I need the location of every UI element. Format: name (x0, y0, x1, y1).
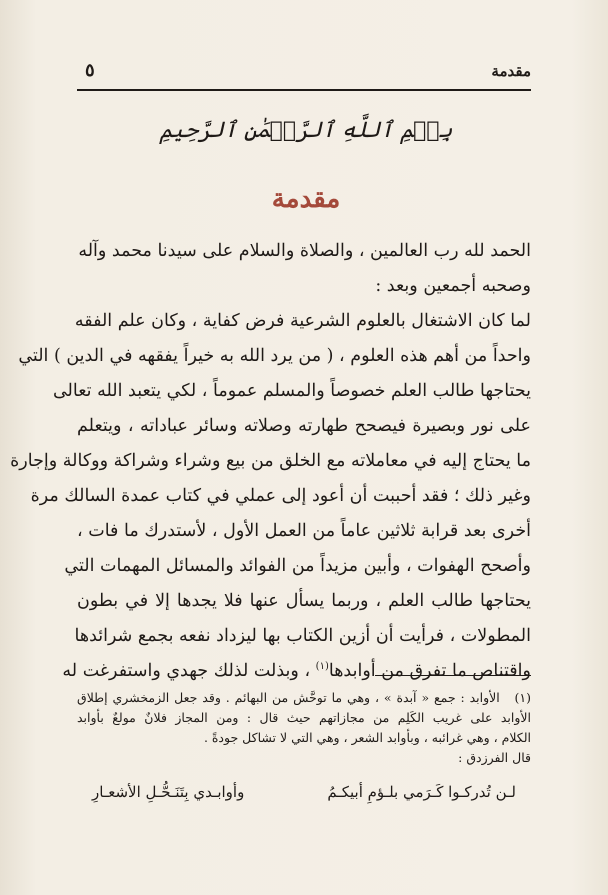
footnote-reference: (١) (315, 661, 329, 673)
footnote-text: الأوابد : جمع « آبدة » ، وهي ما توحَّش من البهائم . وقد جعل الزمخشري إطلاق (77, 690, 500, 705)
footnote-line: قال الفرزدق : (458, 750, 531, 765)
text-line: وغير ذلك ؛ فقد أحببت أن أعود إلى عملي في كتاب عمدة السالك مرة (30, 486, 531, 506)
poetry-verse (92, 783, 516, 813)
text-line: يحتاجها طالب العلم ، وربما يسأل عنها فلا يجدها إلا في بطون (77, 591, 531, 611)
footnote-number: (١) (514, 690, 532, 705)
text-segment: ، وبذلت لذلك جهدي واستفرغت له (62, 661, 311, 681)
text-line: يحتاجها طالب العلم خصوصاً والمسلم عموماً ، لكي يتعبد الله تعالى (52, 381, 531, 401)
text-line (62, 654, 531, 689)
footnote-line: الأوابد على غريب الكَلِم من مجازاتهم حيث قال : ومن المجاز فلانٌ مولعٌ بأوابد (77, 710, 531, 725)
text-segment: واقتناص ما تفرق من أوابدها (328, 661, 531, 681)
page-header (77, 62, 531, 86)
footnote-separator (375, 675, 531, 676)
verse-second-hemistich: وأوابـدي بِتَنَـحُّـلِ الأشعـارِ (92, 783, 245, 801)
basmala: بِسۡمِ ٱللَّهِ ٱلرَّحۡمَٰنِ ٱلرَّحِيمِ (159, 118, 453, 143)
text-line: المطولات ، فرأيت أن أزين الكتاب بها ليزداد نفعه بجمع شرائدها (74, 626, 531, 646)
section-title: مقدمة (271, 184, 341, 214)
footnotes (77, 688, 531, 768)
page-number: ٥ (85, 60, 95, 81)
header-rule (77, 89, 531, 91)
text-line: واحداً من أهم هذه العلوم ، ( من يرد الله به خيراً يفقهه في الدين ) التي (18, 346, 531, 366)
verse-first-hemistich: لـن تُدركـوا كَـرَمي بلـؤمِ أبيكـمُ (327, 783, 516, 801)
footnote-line (77, 688, 531, 708)
text-line: لما كان الاشتغال بالعلوم الشرعية فرض كفاية ، وكان علم الفقه (74, 311, 531, 331)
text-line: وأصحح الهفوات ، وأبين مزيداً من الفوائد والمسائل المهمات التي (64, 556, 531, 576)
text-line: الحمد لله رب العالمين ، والصلاة والسلام على سيدنا محمد وآله (78, 241, 531, 261)
text-line: أخرى بعد قرابة ثلاثين عاماً من العمل الأول ، لأستدرك ما فات ، (77, 521, 531, 541)
running-title: مقدمة (491, 62, 531, 80)
text-line: وصحبه أجمعين وبعد : (375, 276, 531, 296)
body-text (10, 234, 531, 689)
text-line: ما يحتاج إليه في معاملاته مع الخلق من بيع وشراء وشراكة ووكالة وإجارة (10, 451, 531, 471)
footnote-line: الكلام ، وهي غرائبه ، وبأوابد الشعر ، وهي التي لا تشاكل جودةً . (203, 730, 531, 745)
text-line: على نور وبصيرة فيصحح طهارته وصلاته وسائر عباداته ، ويتعلم (77, 416, 531, 436)
